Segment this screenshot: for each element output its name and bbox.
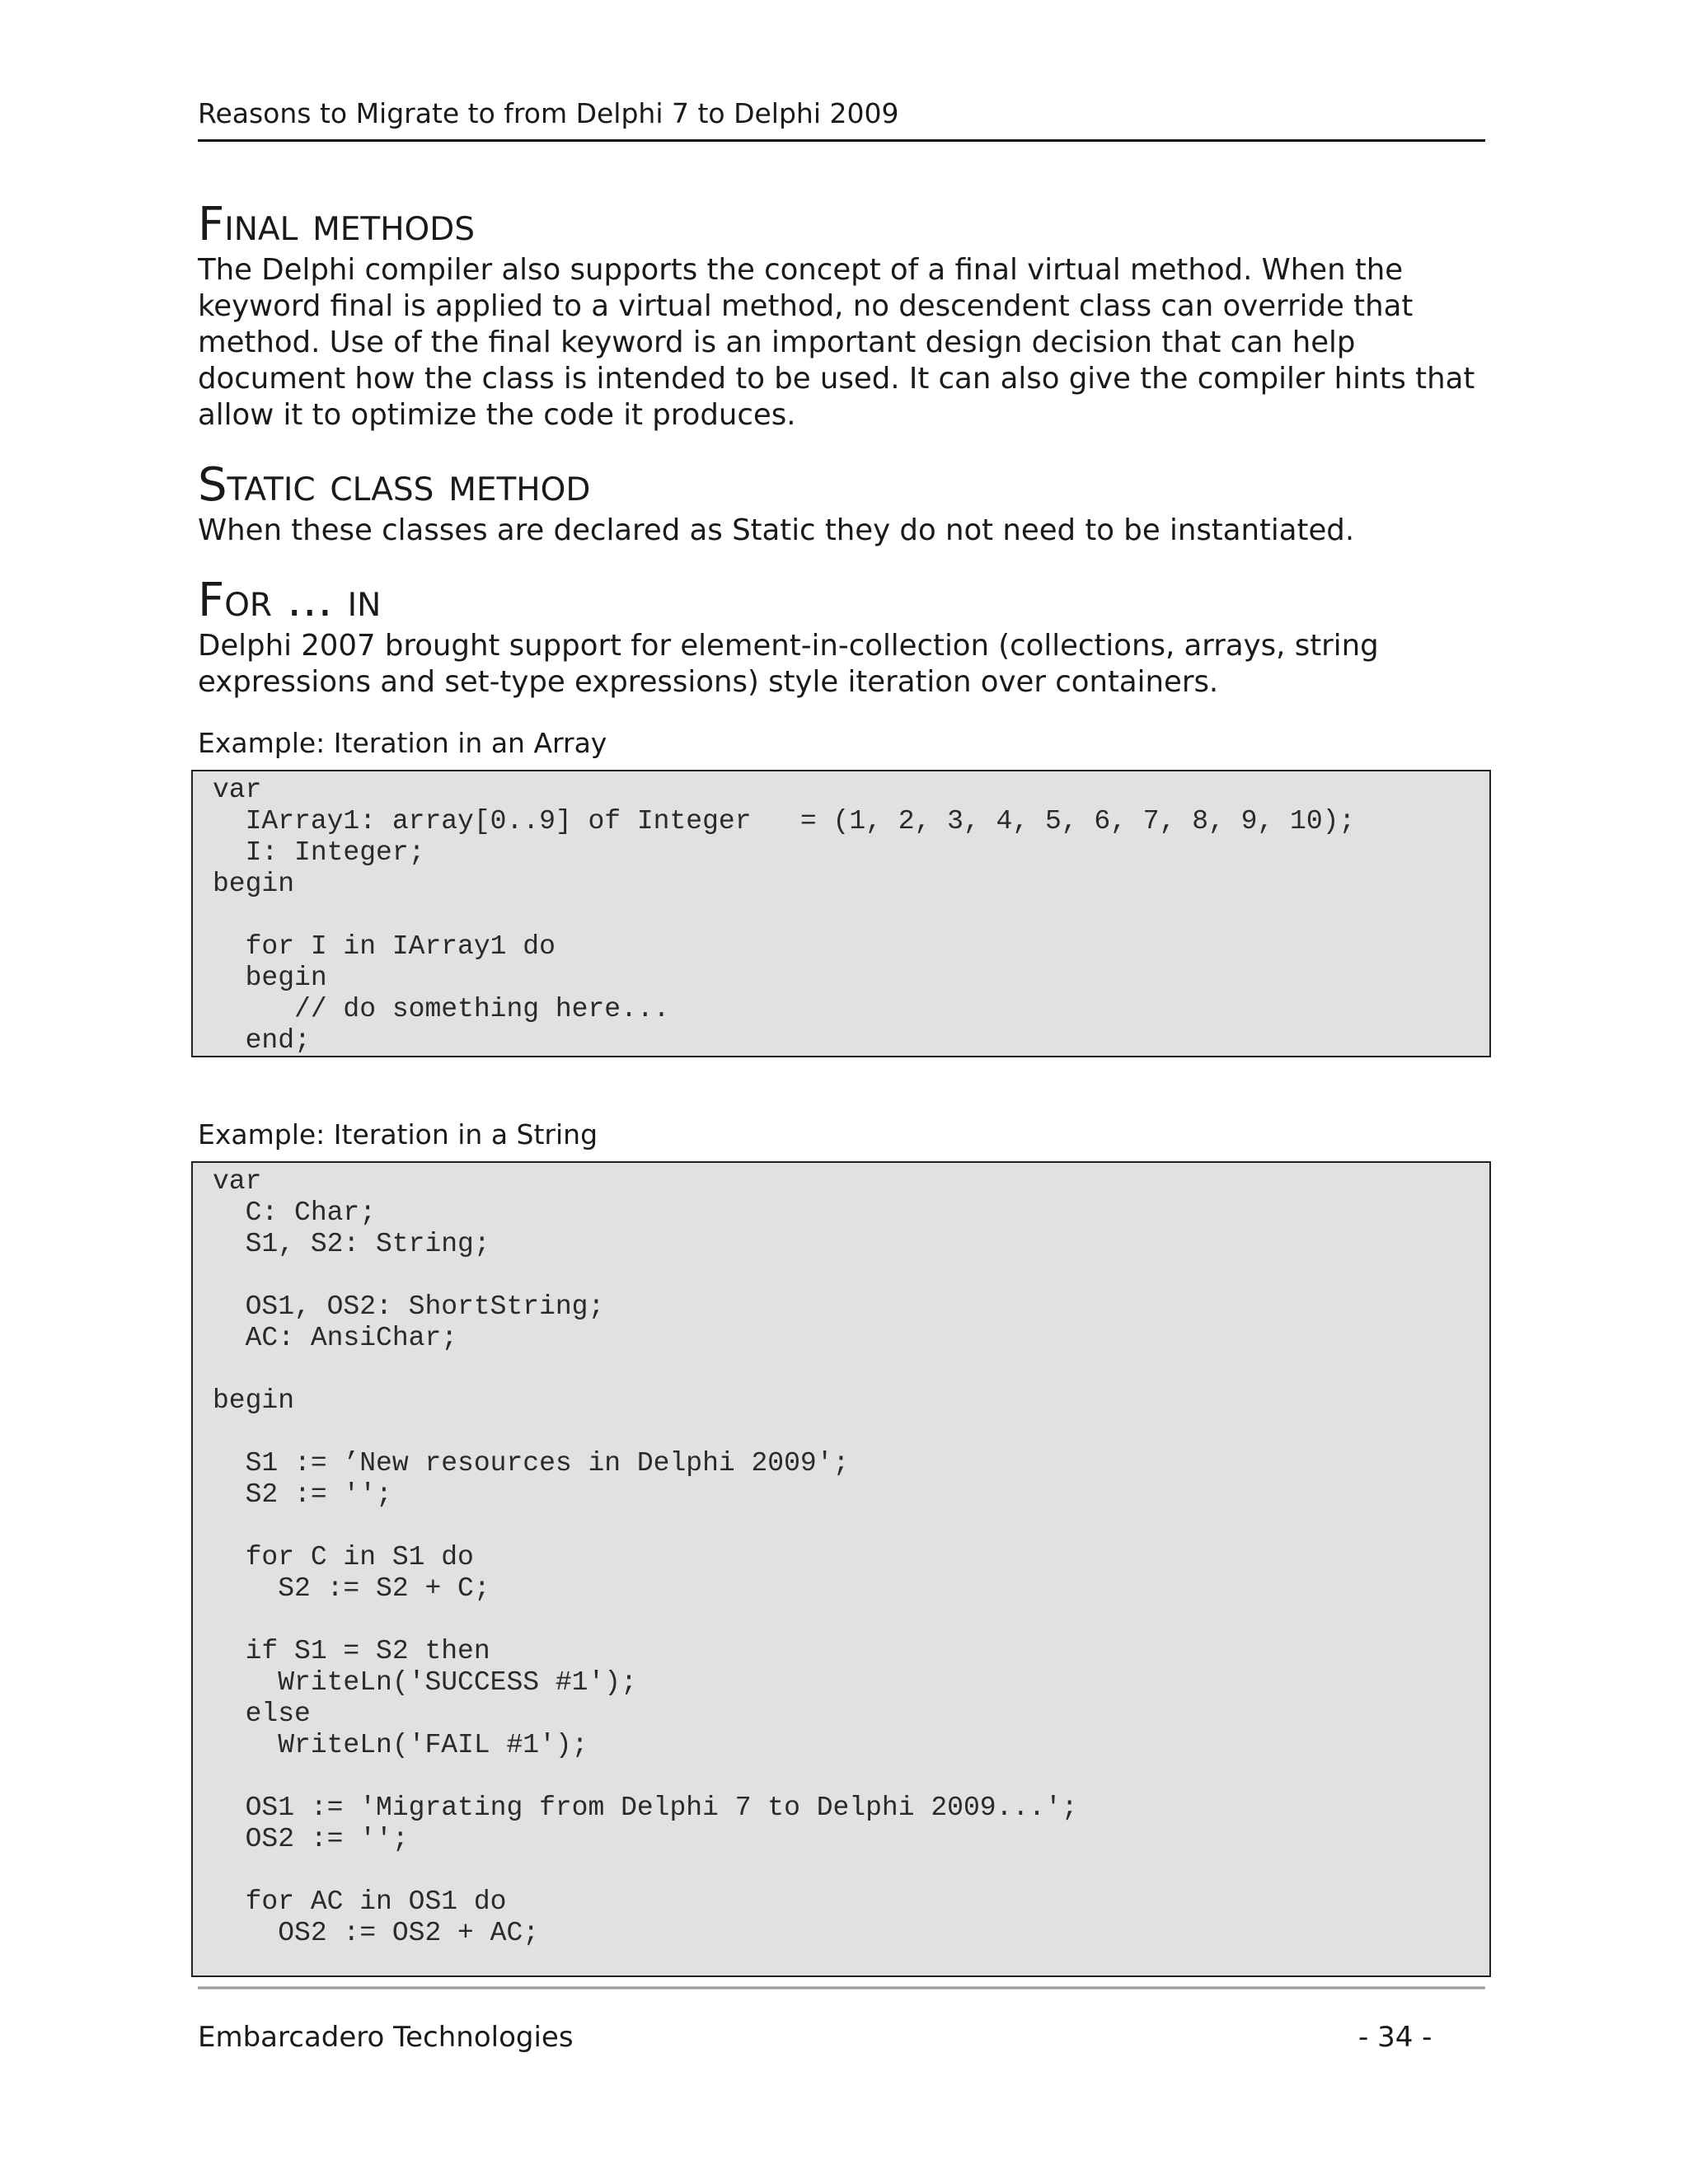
paragraph-final-methods: The Delphi compiler also supports the concept of a final virtual method. When the keyword final is applied to a virtual method, no descendent class can override that method. Use of the final keyword is an important design decision that can help document how the class is intended to be used. It can also give the compiler hints that allow it to optimize the code it produces.	[198, 253, 1475, 432]
code-line: OS2 := '';	[213, 1824, 409, 1854]
code-line: begin	[213, 869, 295, 899]
code-line: if S1 = S2 then	[213, 1636, 490, 1666]
code-line: // do something here...	[213, 994, 670, 1024]
heading-for-in: For … in	[198, 574, 382, 627]
code-line: I: Integer;	[213, 837, 425, 868]
code-line	[213, 1260, 1489, 1291]
code-line: var	[213, 775, 262, 805]
code-line: for AC in OS1 do	[213, 1886, 507, 1917]
code-line	[213, 1417, 1489, 1448]
code-line: AC: AnsiChar;	[213, 1323, 458, 1353]
code-line: S2 := '';	[213, 1479, 392, 1510]
code-line	[213, 1605, 1489, 1636]
example-array-label: Example: Iteration in an Array	[198, 727, 607, 759]
code-line	[213, 1761, 1489, 1793]
code-line: S2 := S2 + C;	[213, 1573, 490, 1604]
code-line	[213, 1855, 1489, 1886]
code-line: S1, S2: String;	[213, 1229, 490, 1259]
section-final-methods	[198, 198, 1500, 434]
code-line	[213, 1511, 1489, 1542]
code-line: S1 := ’New resources in Delphi 2009';	[213, 1448, 850, 1479]
code-line: begin	[213, 963, 327, 993]
footer-company: Embarcadero Technologies	[198, 2021, 574, 2054]
code-line: OS1 := 'Migrating from Delphi 7 to Delphi 2009...';	[213, 1793, 1078, 1823]
footer-divider	[198, 1986, 1485, 1990]
code-line	[213, 1354, 1489, 1385]
code-line: OS1, OS2: ShortString;	[213, 1291, 605, 1322]
code-line: begin	[213, 1385, 295, 1416]
code-block-array	[191, 770, 1491, 1057]
code-line	[213, 900, 1489, 931]
code-line: WriteLn('SUCCESS #1');	[213, 1667, 637, 1698]
code-line: for C in S1 do	[213, 1542, 474, 1572]
paragraph-static-class-method: When these classes are declared as Static they do not need to be instantiated.	[198, 513, 1355, 547]
code-line: IArray1: array[0..9] of Integer = (1, 2, 3, 4, 5, 6, 7, 8, 9, 10);	[213, 806, 1356, 837]
footer-page-number: - 34 -	[1358, 2021, 1432, 2054]
code-block-string	[191, 1161, 1491, 1977]
page-header-title: Reasons to Migrate to from Delphi 7 to Delphi 2009	[198, 97, 899, 129]
code-line: var	[213, 1166, 262, 1197]
section-for-in	[198, 574, 1500, 701]
header-divider	[198, 139, 1485, 142]
section-static-class-method	[198, 458, 1500, 549]
heading-static-class-method: Static class method	[198, 458, 591, 512]
code-line: for I in IArray1 do	[213, 931, 556, 962]
heading-final-methods: Final methods	[198, 198, 476, 251]
example-string-label: Example: Iteration in a String	[198, 1118, 598, 1151]
paragraph-for-in: Delphi 2007 brought support for element-in-collection (collections, arrays, string expressions and set-type expressions) style iteration over containers.	[198, 629, 1379, 699]
page-content	[198, 198, 1500, 1977]
code-line: end;	[213, 1025, 311, 1056]
code-line: OS2 := OS2 + AC;	[213, 1918, 540, 1948]
code-line: C: Char;	[213, 1197, 377, 1228]
code-line: else	[213, 1699, 311, 1729]
code-line: WriteLn('FAIL #1');	[213, 1730, 588, 1760]
